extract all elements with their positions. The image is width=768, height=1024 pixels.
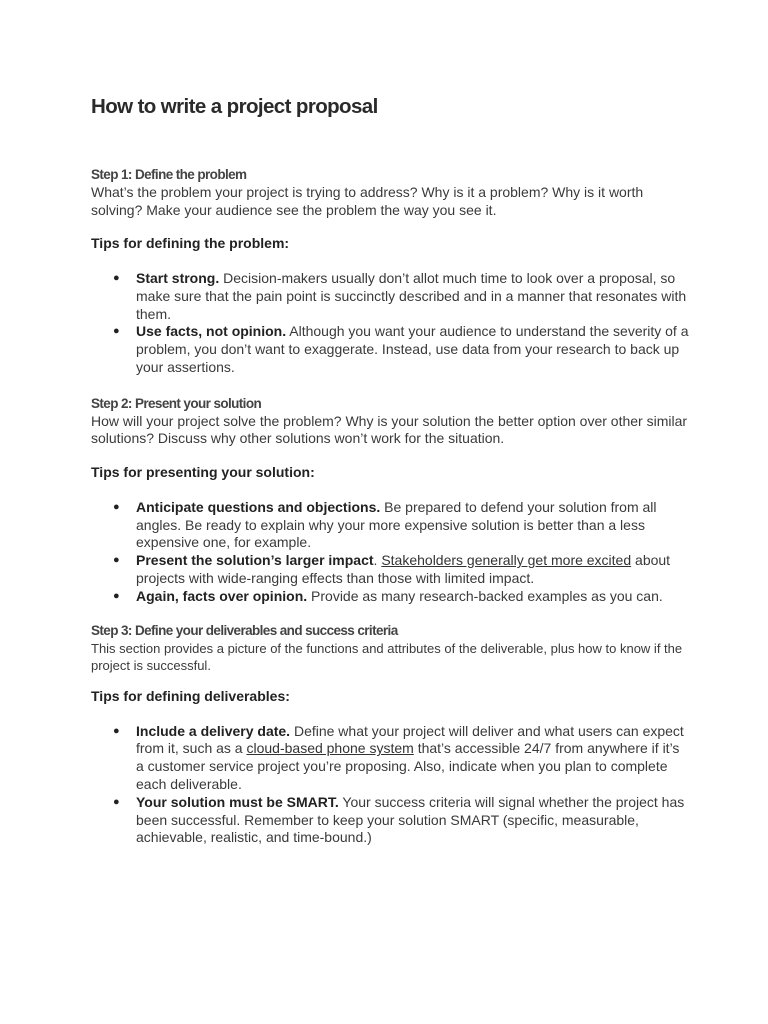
step2-tips-list bbox=[91, 499, 691, 606]
tip-text: Provide as many research-backed examples as you can. bbox=[307, 587, 663, 604]
spacer bbox=[91, 377, 691, 395]
cloud-phone-system-link[interactable]: cloud-based phone system bbox=[246, 740, 414, 757]
tip-lead: Again, facts over opinion. bbox=[136, 587, 308, 604]
step1-heading: Step 1: Define the problem bbox=[91, 167, 247, 182]
tip-lead: Start strong. bbox=[136, 270, 220, 286]
tip-lead: Your solution must be SMART. bbox=[136, 793, 339, 810]
spacer bbox=[91, 448, 691, 463]
step1-tips-heading: Tips for defining the problem: bbox=[91, 235, 290, 251]
tip-lead: Include a delivery date. bbox=[136, 722, 291, 739]
spacer bbox=[91, 606, 691, 622]
spacer bbox=[91, 481, 691, 499]
spacer bbox=[91, 252, 691, 270]
tip-text: Be prepared to defend your solution from all angles. Be ready to explain why your more expensive solution is better than a less expensive one, for example. bbox=[136, 498, 657, 551]
step3-tips-list bbox=[91, 723, 691, 848]
tip-text: about projects with wide-ranging effects than those with limited impact. bbox=[136, 552, 671, 586]
step3-body: This section provides a picture of the functions and attributes of the deliverable, plus how to know if the project is successful. bbox=[91, 640, 683, 674]
list-item bbox=[91, 270, 691, 323]
tip-lead: Present the solution’s larger impact bbox=[136, 552, 374, 569]
stakeholders-link[interactable]: Stakeholders generally get more excited bbox=[381, 552, 632, 569]
tip-text: Although you want your audience to understand the severity of a problem, you don’t want to exaggerate. Instead, use data from your research to back up your assertions. bbox=[136, 323, 689, 375]
document-page bbox=[91, 92, 691, 847]
spacer bbox=[91, 705, 691, 723]
tip-text: Your success criteria will signal whether the project has been successful. Remember to keep your solution SMART (specific, measurable, achievable, realistic, and time-bound.) bbox=[136, 793, 685, 846]
step1-body: What’s the problem your project is trying to address? Why is it a problem? Why is it worth solving? Make your audience see the problem the way you see it. bbox=[91, 184, 644, 218]
tip-text: Define what your project will deliver and what users can expect from it, such as a bbox=[136, 722, 684, 757]
step3-heading: Step 3: Define your deliverables and success criteria bbox=[91, 622, 398, 638]
tip-lead: Anticipate questions and objections. bbox=[136, 498, 381, 515]
bullet-icon: ● bbox=[113, 589, 120, 602]
spacer bbox=[91, 219, 691, 234]
spacer bbox=[91, 675, 691, 687]
tip-text: Decision-makers usually don’t allot much time to look over a proposal, so make sure that the pain point is succinctly described and in a manner that resonates with them. bbox=[136, 270, 687, 322]
bullet-icon: ● bbox=[113, 795, 120, 808]
list-item bbox=[91, 499, 691, 552]
list-item bbox=[91, 588, 691, 606]
bullet-icon: ● bbox=[113, 724, 120, 737]
tip-text: . bbox=[373, 552, 382, 569]
bullet-icon: ● bbox=[113, 272, 120, 284]
list-item bbox=[91, 723, 691, 794]
bullet-icon: ● bbox=[113, 500, 120, 513]
tip-lead: Use facts, not opinion. bbox=[136, 323, 287, 340]
bullet-icon: ● bbox=[113, 325, 120, 338]
bullet-icon: ● bbox=[113, 554, 120, 567]
list-item bbox=[91, 794, 691, 847]
list-item bbox=[91, 552, 691, 588]
step2-heading: Step 2: Present your solution bbox=[91, 395, 262, 411]
step1-tips-list bbox=[91, 270, 691, 377]
tip-text: that’s accessible 24/7 from anywhere if it’s a customer service project you’re proposing. Also, indicate when you plan to complete each deliverable. bbox=[136, 740, 680, 792]
step2-tips-heading: Tips for presenting your solution: bbox=[91, 463, 315, 480]
spacer bbox=[91, 122, 691, 166]
step3-tips-heading: Tips for defining deliverables: bbox=[91, 687, 290, 704]
document-title: How to write a project proposal bbox=[91, 95, 378, 118]
list-item bbox=[91, 323, 691, 376]
step2-body: How will your project solve the problem? Why is your solution the better option over other similar solutions? Discuss why other solutions won’t work for the situation. bbox=[91, 412, 688, 447]
